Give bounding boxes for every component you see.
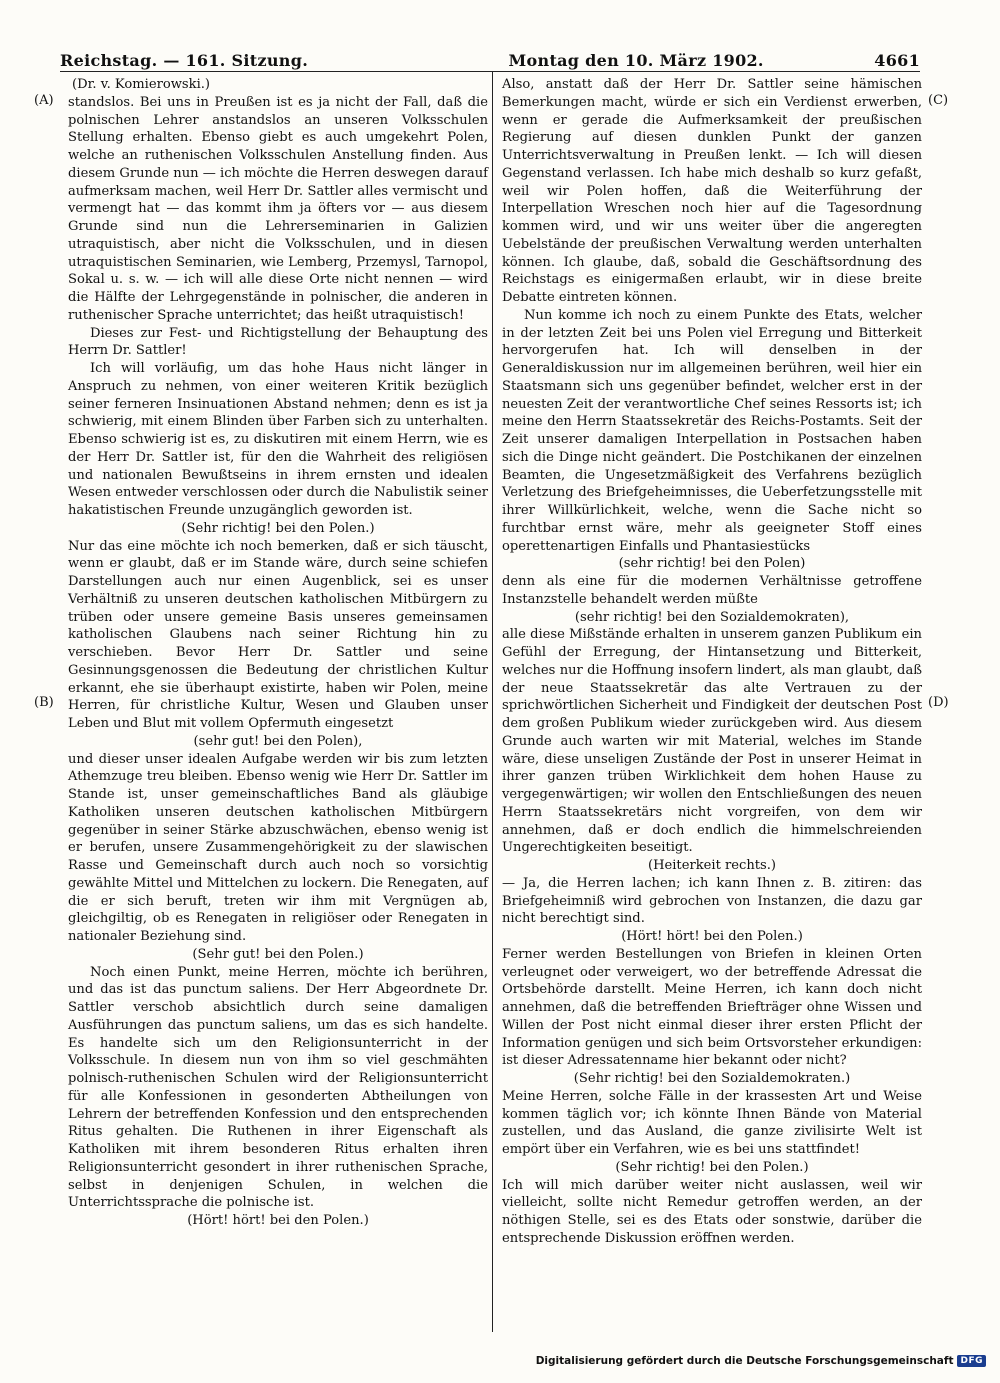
interjection: (Hört! hört! bei den Polen.) (621, 929, 803, 944)
margin-marker-a: (A) (34, 93, 54, 108)
footer-credit: Digitalisierung gefördert durch die Deutsche Forschungsgemeinschaft (535, 1355, 954, 1367)
interjection: (sehr richtig! bei den Sozialdemokraten), (574, 609, 850, 625)
interjection: (sehr richtig! bei den Polen) (618, 556, 806, 572)
margin-marker-b: (B) (34, 695, 54, 710)
footer (536, 1355, 986, 1367)
margin-marker-c: (C) (928, 93, 949, 108)
interjection: (Sehr richtig! bei den Polen.) (615, 1159, 809, 1175)
paragraph: alle diese Mißstände erhalten in unserem ganzen Publikum ein Gefühl der Erregung, der Hintansetzung und Bitterkeit, welches nur die Hoffnung insofern lindert, als man glaubt, daß der neue Staatssekretär das alte Vertrauen zu der sprichwörtlichen Sicherheit und Findigkeit der deutschen Post dem großen Publikum wieder zurückgeben wird. Aus diesem Grunde auch warten wir mit Material, welches im Stande wäre, diese unseligen Zustände der Post in unserer Heimat in ihrer ganzen trüben Wirklichkeit dem hohen Hause zu vergegenwärtigen; wir wollen den Entschließungen des neuen Herrn Staatssekretärs nicht vorgreifen, von dem wir annehmen, daß er doch endlich die himmelschreienden Ungerechtigkeiten beseitigt. (502, 627, 922, 856)
paragraph: Nur das eine möchte ich noch bemerken, daß er sich täuscht, wenn er glaubt, daß er im Stande wäre, durch seine schiefen Darstellungen auch nur einen Augenblick, sei es unser Verhältniß zu unseren deutschen katholischen Mitbürgern zu trüben oder unsere gemeine Basis unseres gemeinsamen katholischen Glaubens nach seiner Richtung hin zu verschieben. Bevor Herr Dr. Sattler und seine Gesinnungsgenossen die Bedeutung der christlichen Kultur erkannt, ehe sie überhaupt existirte, haben wir Polen, meine Herren, für christliche Kultur, Wesen und Glauben unser Leben und Blut mit vollem Opfermuth eingesetzt (68, 538, 488, 731)
interjection: (Sehr gut! bei den Polen.) (192, 946, 364, 962)
interjection: (sehr gut! bei den Polen), (193, 733, 363, 749)
header-date: Montag den 10. März 1902. (508, 51, 764, 70)
header-session: Reichstag. — 161. Sitzung. (60, 51, 309, 70)
paragraph: Also, anstatt daß der Herr Dr. Sattler seine hämischen Bemerkungen macht, würde er sich ein Verdienst erwerben, wenn er gerade die Aufmerksamkeit der preußischen Regierung auf diesen dunklen Punkt der ganzen Unterrichtsverwaltung in Preußen lenkt. — Ich will diesen Gegenstand verlassen. Ich habe mich deshalb so kurz gefaßt, weil wir Polen hoffen, daß die Weiterführung der Interpellation Wreschen noch hier auf die Tagesordnung kommen wird, und wir uns weiter über die angeregten Uebelstände der preußischen Verwaltung werden unterhalten können. Ich glaube, daß, sobald die Geschäftsordnung des Reichstags es einigermaßen erlaubt, wir in diese breite Debatte eintreten können. (502, 77, 922, 305)
right-column (502, 76, 922, 1248)
paragraph: Ich will vorläufig, um das hohe Haus nicht länger in Anspruch zu nehmen, von einer weiteren Kritik bezüglich seiner ferneren Insinuationen Abstand nehmen; denn es ist ja schwierig, mit einem Blinden über Farben sich zu unterhalten. Ebenso schwierig ist es, zu diskutiren mit einem Herrn, wie es der Herr Dr. Sattler ist, für den die Wahrheit des religiösen und nationalen Bewußtseins in ihrem ernsten und idealen Wesen entweder verschlossen oder durch die Nabulistik seiner hakatistischen Freunde unzugänglich geworden ist. (68, 361, 488, 518)
interjection: (Hört! hört! bei den Polen.) (187, 1213, 369, 1228)
interjection: (Sehr richtig! bei den Sozialdemokraten.) (573, 1071, 851, 1086)
page-header (60, 46, 920, 70)
page-number: 4661 (874, 51, 920, 70)
interjection: (Sehr richtig! bei den Polen.) (181, 520, 375, 536)
paragraph: Dieses zur Fest- und Richtigstellung der Behauptung des Herrn Dr. Sattler! (68, 325, 488, 359)
paragraph: Ferner werden Bestellungen von Briefen in kleinen Orten verleugnet oder verweigert, wo der betreffende Adressat die Ortsbehörde darstellt. Meine Herren, ich kann doch nicht annehmen, daß die betreffenden Briefträger ohne Wissen und Willen der Post nicht einmal dieser ihrer ersten Pflicht der Information genügen und sich beim Ortsvorsteher erkundigen: ist dieser Adressatenname hier bekannt oder nicht? (502, 946, 922, 1069)
paragraph: Ich will mich darüber weiter nicht auslassen, weil wir vielleicht, sollte nicht Remedur getroffen werden, an der nöthigen Stelle, sei es des Etats oder sonstwie, darüber die entsprechende Diskussion eröffnen werden. (502, 1177, 922, 1246)
paragraph: und dieser unser idealen Aufgabe werden wir bis zum letzten Athemzuge treu bleiben. Ebenso wenig wie Herr Dr. Sattler im Stande ist, unser gemeinschaftliches Band als gläubige Katholiken unseren deutschen katholischen Mitbürgern gegenüber in seiner Stärke abzuschwächen, ebenso wenig ist er berufen, unsere Zusammengehörigkeit zu der slawischen Rasse und Gemeinschaft durch auch noch so vorsichtig gewählte Mittel und Mittelchen zu lockern. Die Renegaten, auf die er sich beruft, treten wir ihm mit Vergnügen ab, gleichgiltig, ob es Renegaten in religiöser oder Renegaten in nationaler Beziehung sind. (68, 751, 488, 944)
header-rule (60, 71, 920, 72)
column-divider (492, 72, 493, 1332)
paragraph: standslos. Bei uns in Preußen ist es ja nicht der Fall, daß die polnischen Lehrer anstandslos an unseren Volksschulen Stellung erhalten. Ebenso giebt es auch umgekehrt Polen, welche an ruthenischen Volksschulen Anstellung finden. Aus diesem Grunde nun — ich möchte die Herren deswegen darauf aufmerksam machen, weil Herr Dr. Sattler alles vermischt und vermengt hat — das kommt ihm ja öfters vor — aus diesem Grunde sind nun die Lehrerseminarien in Galizien utraquistisch, aber nicht die Volksschulen, und in diesen utraquistischen Seminarien, wie Lemberg, Przemysl, Tarnopol, Sokal u. s. w. — ich will alle diese Orte nicht nennen — wird die Hälfte der Lehrgegenstände in polnischer, die anderen in ruthenischer Sprache unterrichtet; das heißt utraquistisch! (68, 94, 488, 323)
paragraph: Nun komme ich noch zu einem Punkte des Etats, welcher in der letzten Zeit bei uns Polen viel Erregung und Bitterkeit hervorgerufen hat. Ich will denselben in der Generaldiskussion nur im allgemeinen berühren, weil hier ein Staatsmann sich uns gegenüber befindet, welcher erst in der neuesten Zeit der verantwortliche Chef seines Ressorts ist; ich meine den Herrn Staatssekretär des Reichs-Postamts. Seit der Zeit unserer damaligen Interpellation in Postsachen haben sich die Dinge nicht geändert. Die Postchikanen der einzelnen Beamten, die Ungesetzmäßigkeit des Verfahrens bezüglich Verletzung des Briefgeheimnisses, die Ueberfetzungsstelle mit ihrer Willkürlichkeit, welche, wenn die Sache nicht so furchtbar ernst wäre, mehr als geeigneter Stoff eines operettenartigen Einfalls und Phantasiestücks (502, 307, 922, 554)
dfg-logo: DFG (957, 1355, 986, 1367)
speaker-label: (Dr. v. Komierowski.) (72, 77, 211, 92)
paragraph: Noch einen Punkt, meine Herren, möchte ich berühren, und das ist das punctum saliens. Der Herr Abgeordnete Dr. Sattler verschob absichtlich durch seine damaligen Ausführungen das punctum saliens, um das es sich handelte. Es handelte sich um den Religionsunterricht in der Volksschule. In diesem nun von ihm so viel geschmähten polnisch-ruthenischen Schulen wird der Religionsunterricht für alle Konfessionen in gesonderten Abtheilungen von Lehrern der betreffenden Konfession und den entsprechenden Ritus gehalten. Die Ruthenen in ihrer Eigenschaft als Katholiken mit ihrem besonderen Ritus erhalten ihren Religionsunterricht gesondert in ihrer ruthenischen Sprache, selbst in denjenigen Schulen, in welchen die Unterrichtssprache die polnische ist. (68, 964, 488, 1211)
interjection: (Heiterkeit rechts.) (647, 858, 777, 873)
left-column (68, 76, 488, 1230)
paragraph: Meine Herren, solche Fälle in der krassesten Art und Weise kommen täglich vor; ich könnte Ihnen Bände von Material zustellen, und das Ausland, die ganze zivilisirte Welt ist empört über ein Verfahren, wie es bei uns stattfindet! (502, 1088, 922, 1157)
paragraph: — Ja, die Herren lachen; ich kann Ihnen z. B. zitiren: das Briefgeheimniß wird gebrochen von Instanzen, die dazu gar nicht berechtigt sind. (502, 875, 922, 927)
paragraph: denn als eine für die modernen Verhältnisse getroffene Instanzstelle behandelt werden müßte (502, 574, 922, 607)
margin-marker-d: (D) (928, 695, 949, 710)
